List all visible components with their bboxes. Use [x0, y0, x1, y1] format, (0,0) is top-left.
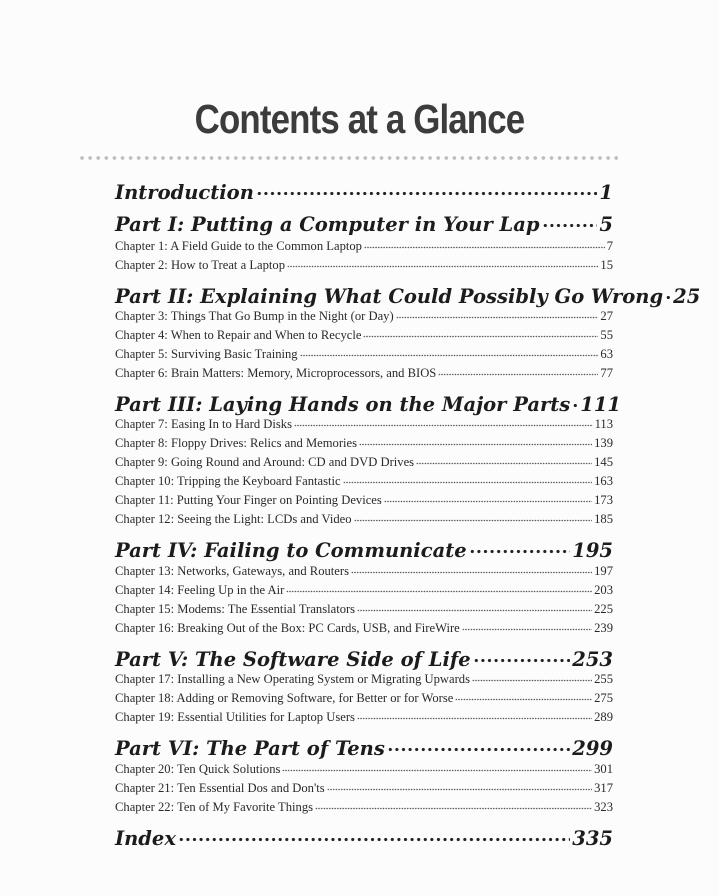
dot-leader — [178, 825, 570, 845]
chapter-title: Chapter 22: Ten of My Favorite Things — [115, 800, 314, 814]
page-number: 5 — [599, 212, 613, 236]
part-title: Part IV: Failing to Communicate — [115, 538, 467, 562]
page-number: 317 — [594, 781, 613, 795]
chapter-title: Chapter 12: Seeing the Light: LCDs and Video — [115, 512, 352, 526]
toc-part-entry — [115, 646, 613, 670]
page-number: 275 — [594, 691, 613, 705]
chapter-title: Chapter 19: Essential Utilities for Laptop Users — [115, 710, 355, 724]
chapter-title: Chapter 16: Breaking Out of the Box: PC Cards, USB, and FireWire — [115, 621, 460, 635]
chapter-title: Chapter 3: Things That Go Bump in the Night (or Day) — [115, 309, 394, 323]
dot-leader — [286, 581, 592, 594]
page-number: 15 — [600, 258, 613, 272]
toc-chapter-entry — [115, 434, 613, 452]
toc-chapter-entry — [115, 345, 613, 363]
toc-part-entry — [115, 283, 701, 308]
dotted-divider — [78, 155, 618, 161]
dot-leader — [572, 391, 578, 411]
chapter-title: Chapter 17: Installing a New Operating System or Migrating Upwards — [115, 672, 471, 686]
toc-chapter-entry — [115, 689, 613, 707]
chapter-title: Chapter 13: Networks, Gateways, and Routers — [115, 564, 349, 578]
page-number: 335 — [572, 826, 613, 850]
page-number: 163 — [594, 474, 613, 488]
toc-chapter-entry — [115, 491, 613, 509]
page-title: Contents at a Glance — [194, 96, 525, 142]
chapter-title: Chapter 21: Ten Essential Dos and Don'ts — [115, 781, 325, 795]
page-number: 225 — [594, 602, 613, 616]
page-number: 77 — [600, 366, 613, 380]
page-number: 173 — [594, 493, 613, 507]
toc-chapter-entry — [115, 453, 613, 471]
chapter-title: Chapter 18: Adding or Removing Software, for Better or for Worse — [115, 691, 454, 705]
chapter-title: Chapter 2: How to Treat a Laptop — [115, 258, 285, 272]
page-number: 255 — [594, 672, 613, 686]
chapter-title: Chapter 14: Feeling Up in the Air — [115, 583, 285, 597]
chapter-title: Chapter 5: Surviving Basic Training — [115, 347, 298, 361]
part-title: Part VI: The Part of Tens — [115, 736, 385, 760]
toc-part-entry — [115, 211, 613, 235]
toc-chapter-entry — [115, 581, 613, 599]
chapter-title: Chapter 7: Easing In to Hard Disks — [115, 417, 292, 431]
toc-chapter-entry — [115, 364, 613, 382]
toc-chapter-entry — [115, 472, 613, 490]
toc-chapter-entry — [115, 798, 613, 816]
page-number: 25 — [673, 284, 701, 308]
page-number: 197 — [594, 564, 613, 578]
toc-chapter-entry — [115, 670, 613, 688]
part-title: Part III: Laying Hands on the Major Parts — [115, 392, 571, 416]
chapter-title: Chapter 20: Ten Quick Solutions — [115, 762, 281, 776]
dot-leader — [357, 600, 592, 613]
page-number: 299 — [572, 736, 613, 760]
page-number: 195 — [572, 538, 613, 562]
toc-part-entry — [115, 825, 613, 849]
dot-leader — [438, 364, 598, 377]
toc-chapter-entry — [115, 256, 613, 274]
toc-chapter-entry — [115, 708, 613, 726]
chapter-title: Chapter 4: When to Repair and When to Recycle — [115, 328, 362, 342]
toc-part-entry — [115, 391, 621, 416]
toc-chapter-entry — [115, 600, 613, 618]
dot-leader — [256, 179, 598, 199]
toc-chapter-entry — [115, 415, 613, 433]
dot-leader — [287, 256, 598, 269]
part-title: Part II: Explaining What Could Possibly Go Wrong — [115, 284, 664, 308]
dot-leader — [300, 345, 599, 358]
dot-leader — [294, 415, 593, 428]
page-number: 63 — [600, 347, 613, 361]
dot-leader — [282, 760, 592, 773]
page-number: 145 — [594, 455, 613, 469]
chapter-title: Chapter 9: Going Round and Around: CD and DVD Drives — [115, 455, 415, 469]
dot-leader — [396, 307, 599, 320]
dot-leader — [354, 510, 593, 523]
page-number: 253 — [572, 647, 613, 671]
dot-leader — [363, 326, 598, 339]
dot-leader — [359, 434, 592, 447]
dot-leader — [343, 472, 592, 485]
toc-part-entry — [115, 537, 613, 561]
page-number: 55 — [600, 328, 613, 342]
page-number: 289 — [594, 710, 613, 724]
toc-chapter-entry — [115, 326, 613, 344]
part-title: Index — [115, 826, 176, 850]
toc-chapter-entry — [115, 307, 613, 325]
dot-leader — [357, 708, 592, 721]
chapter-title: Chapter 8: Floppy Drives: Relics and Memories — [115, 436, 358, 450]
dot-leader — [665, 283, 671, 303]
page-number: 27 — [600, 309, 613, 323]
toc-chapter-entry — [115, 510, 613, 528]
chapter-title: Chapter 11: Putting Your Finger on Pointing Devices — [115, 493, 382, 507]
toc-chapter-entry — [115, 779, 613, 797]
page-number: 185 — [594, 512, 613, 526]
dot-leader — [384, 491, 592, 504]
page-number: 301 — [594, 762, 613, 776]
part-title: Part I: Putting a Computer in Your Lap — [115, 212, 540, 236]
chapter-title: Chapter 1: A Field Guide to the Common Laptop — [115, 239, 362, 253]
page-number: 239 — [594, 621, 613, 635]
page-number: 7 — [606, 239, 613, 253]
toc-chapter-entry — [115, 760, 613, 778]
toc-part-entry — [115, 179, 613, 203]
dot-leader — [462, 619, 592, 632]
toc-chapter-entry — [115, 619, 613, 637]
part-title: Introduction — [115, 180, 254, 204]
dot-leader — [387, 735, 570, 755]
dot-leader — [351, 562, 592, 575]
dot-leader — [473, 646, 571, 666]
page-number: 139 — [594, 436, 613, 450]
dot-leader — [416, 453, 592, 466]
dot-leader — [472, 670, 592, 683]
toc-chapter-entry — [115, 562, 613, 580]
page-number: 323 — [594, 800, 613, 814]
dot-leader — [469, 537, 571, 557]
dot-leader — [455, 689, 592, 702]
page-number: 1 — [599, 180, 613, 204]
chapter-title: Chapter 15: Modems: The Essential Translators — [115, 602, 356, 616]
toc-chapter-entry — [115, 237, 613, 255]
dot-leader — [364, 237, 605, 250]
dot-leader — [542, 211, 598, 231]
part-title: Part V: The Software Side of Life — [115, 647, 471, 671]
toc-part-entry — [115, 735, 613, 759]
page-number: 113 — [594, 417, 613, 431]
page-number: 203 — [594, 583, 613, 597]
dot-leader — [327, 779, 592, 792]
chapter-title: Chapter 10: Tripping the Keyboard Fantastic — [115, 474, 341, 488]
chapter-title: Chapter 6: Brain Matters: Memory, Microprocessors, and BIOS — [115, 366, 437, 380]
page-number: 111 — [580, 392, 621, 416]
dot-leader — [315, 798, 592, 811]
